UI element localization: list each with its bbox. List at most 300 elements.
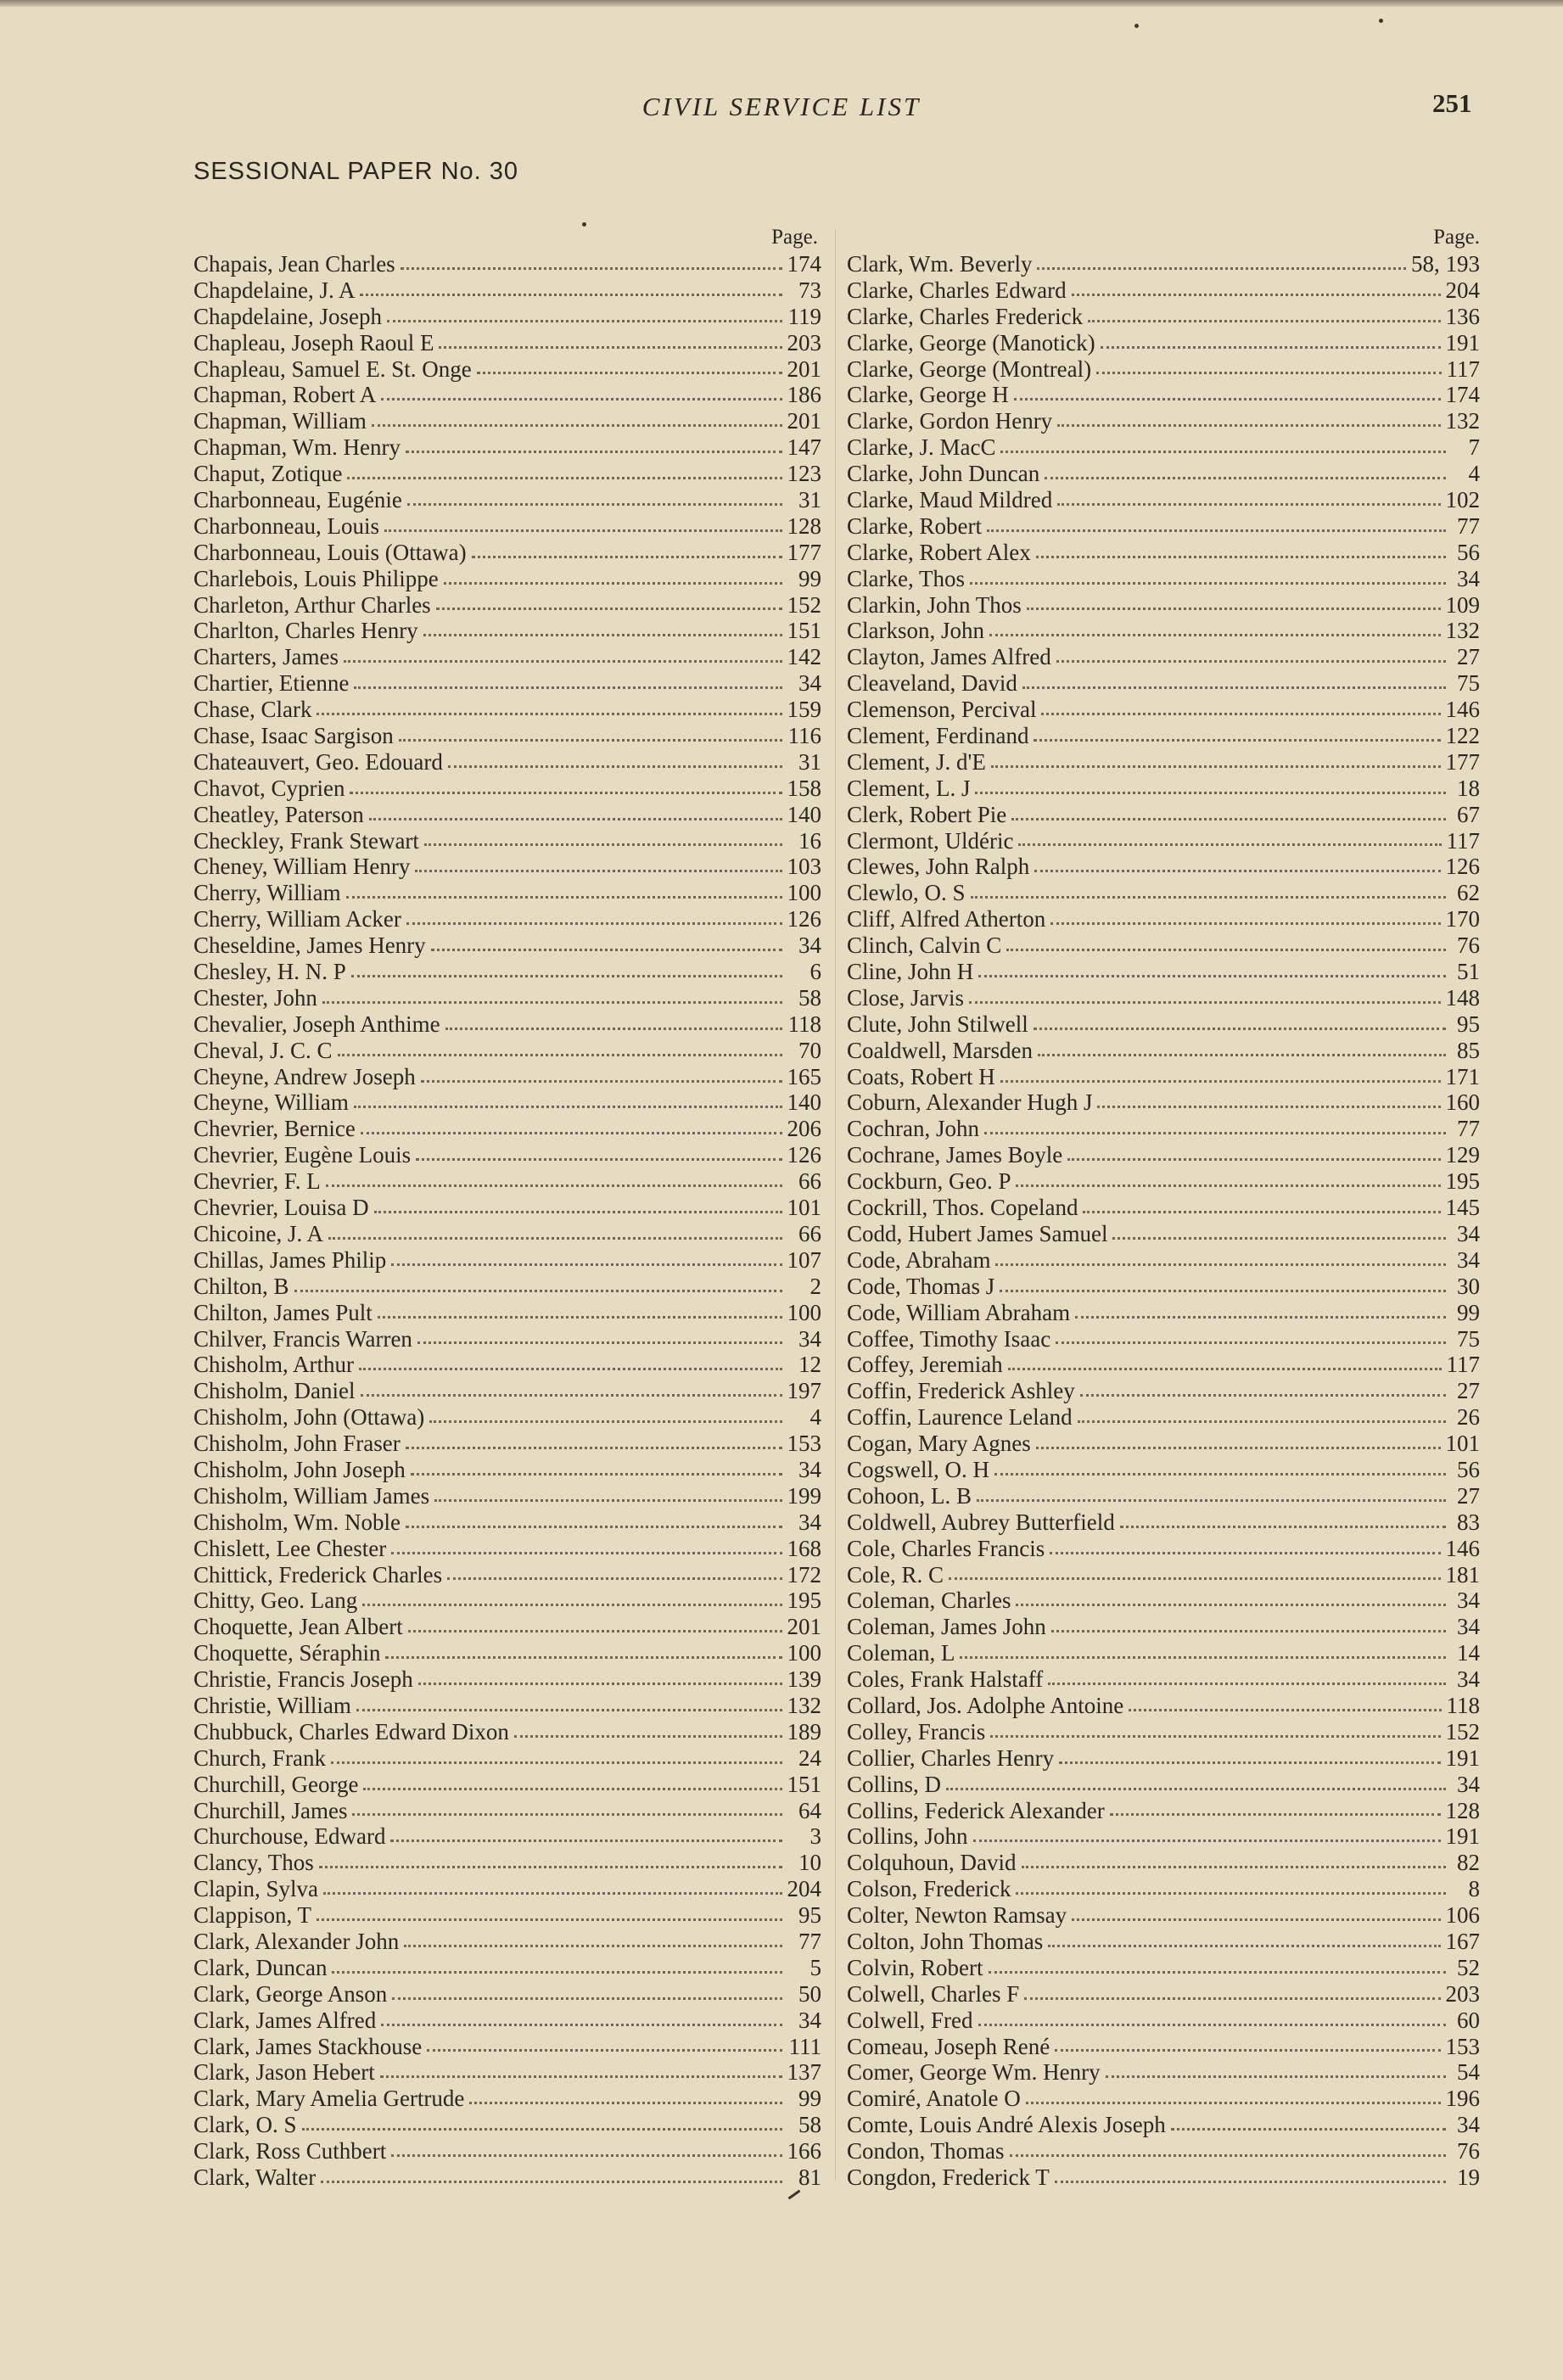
index-entry <box>847 802 1480 828</box>
dot-leader <box>1010 2154 1446 2157</box>
entry-name: Clerk, Robert Pie <box>847 801 1007 827</box>
dot-leader <box>1037 267 1406 270</box>
index-entry <box>193 749 821 776</box>
index-entry <box>847 251 1480 277</box>
entry-name: Cliff, Alfred Atherton <box>847 906 1046 932</box>
dot-leader <box>322 1001 782 1004</box>
entry-name: Chapman, Robert A <box>193 382 377 408</box>
index-entry <box>847 1876 1480 1902</box>
entry-name: Coffey, Jeremiah <box>847 1352 1003 1378</box>
dot-leader <box>1050 922 1440 925</box>
entry-page: 116 <box>787 723 821 749</box>
entry-page: 172 <box>787 1561 821 1588</box>
entry-page: 136 <box>1445 303 1480 329</box>
entry-list-left <box>193 251 821 2191</box>
entry-page: 100 <box>787 880 821 906</box>
index-entry <box>193 828 821 854</box>
entry-page: 24 <box>798 1744 821 1771</box>
index-entry <box>193 1431 821 1457</box>
entry-name: Chisholm, John (Ottawa) <box>193 1404 425 1431</box>
entry-name: Chisholm, William James <box>193 1482 430 1509</box>
entry-page: 50 <box>798 1980 821 2007</box>
dot-leader <box>973 1840 1441 1842</box>
dot-leader <box>372 424 782 427</box>
entry-name: Cockburn, Geo. P <box>847 1168 1011 1195</box>
dot-leader <box>406 922 782 925</box>
dot-leader <box>387 320 782 322</box>
entry-page: 58 <box>798 2112 821 2138</box>
entry-page: 153 <box>1445 2033 1480 2059</box>
entry-name: Codd, Hubert James Samuel <box>847 1220 1108 1246</box>
entry-name: Cole, R. C <box>847 1561 944 1588</box>
entry-page: 117 <box>1446 356 1480 382</box>
entry-page: 99 <box>798 2086 821 2112</box>
dot-leader <box>374 1211 782 1213</box>
index-entry <box>193 1064 821 1090</box>
dot-leader <box>385 1656 782 1659</box>
index-entry <box>847 1404 1480 1431</box>
index-entry <box>193 2112 821 2138</box>
entry-name: Chester, John <box>193 984 317 1011</box>
entry-name: Clark, Alexander John <box>193 1929 400 1954</box>
dot-leader <box>1022 1866 1447 1868</box>
dot-leader <box>401 267 782 270</box>
entry-name: Cheseldine, James Henry <box>193 932 426 959</box>
entry-name: Cheyne, William <box>193 1089 349 1116</box>
entry-page: 34 <box>1457 1588 1480 1614</box>
entry-page: 64 <box>798 1797 821 1823</box>
entry-page: 10 <box>798 1850 821 1876</box>
dot-leader <box>1080 1394 1446 1397</box>
entry-page: 118 <box>1446 1692 1480 1718</box>
entry-name: Charbonneau, Louis <box>193 512 379 539</box>
entry-page: 152 <box>1445 1718 1480 1744</box>
entry-name: Chittick, Frederick Charles <box>193 1561 443 1588</box>
entry-page: 171 <box>1445 1063 1480 1089</box>
entry-page: 137 <box>787 2059 821 2086</box>
entry-name: Choquette, Jean Albert <box>193 1614 403 1640</box>
dot-leader <box>404 1945 782 1947</box>
entry-page: 70 <box>798 1037 821 1063</box>
entry-page: 158 <box>787 775 821 801</box>
dot-leader <box>439 346 782 349</box>
dot-leader <box>294 1290 782 1292</box>
index-entry <box>847 1772 1480 1798</box>
index-entry <box>847 1902 1480 1929</box>
entry-page: 181 <box>1445 1561 1480 1588</box>
dot-leader <box>1036 1447 1441 1449</box>
dot-leader <box>356 1709 782 1711</box>
entry-name: Chillas, James Philip <box>193 1246 387 1273</box>
entry-page: 103 <box>787 854 821 880</box>
entry-name: Cockrill, Thos. Copeland <box>847 1195 1078 1221</box>
index-entry <box>193 382 821 408</box>
entry-name: Clermont, Uldéric <box>847 827 1014 854</box>
entry-page: 27 <box>1457 1378 1480 1404</box>
entry-name: Colton, John Thomas <box>847 1929 1044 1954</box>
entry-page: 195 <box>787 1588 821 1614</box>
entry-page: 146 <box>1445 1535 1480 1561</box>
entry-page: 111 <box>788 2033 821 2059</box>
index-entry <box>193 932 821 959</box>
entry-name: Chisholm, John Joseph <box>193 1456 406 1482</box>
entry-page: 119 <box>787 303 821 329</box>
index-entry <box>193 1274 821 1300</box>
dot-leader <box>1008 1368 1442 1370</box>
entry-list-right <box>847 251 1480 2191</box>
index-entry <box>193 1614 821 1640</box>
index-entry <box>193 802 821 828</box>
entry-name: Checkley, Frank Stewart <box>193 827 419 854</box>
dot-leader <box>1072 294 1441 296</box>
dot-leader <box>331 1761 782 1764</box>
dot-leader <box>1022 686 1446 689</box>
entry-name: Collins, John <box>847 1823 968 1850</box>
entry-name: Clinch, Calvin C <box>847 932 1002 959</box>
dot-leader <box>989 634 1441 636</box>
index-entry <box>847 1274 1480 1300</box>
entry-page: 81 <box>798 2164 821 2190</box>
entry-name: Chilton, B <box>193 1273 289 1299</box>
index-entry <box>193 1300 821 1326</box>
index-entry <box>847 2112 1480 2138</box>
dot-leader <box>448 765 782 768</box>
dot-leader <box>1067 1158 1440 1161</box>
index-entry <box>847 1195 1480 1221</box>
entry-name: Chubbuck, Charles Edward Dixon <box>193 1718 509 1744</box>
index-entry <box>847 1981 1480 2008</box>
entry-name: Clappison, T <box>193 1902 312 1929</box>
index-entry <box>847 408 1480 434</box>
index-entry <box>193 618 821 644</box>
dot-leader <box>514 1735 782 1738</box>
index-entry <box>193 1719 821 1745</box>
entry-name: Code, William Abraham <box>847 1299 1071 1325</box>
dot-leader <box>949 1577 1440 1580</box>
index-entry <box>847 566 1480 592</box>
index-entry <box>193 1326 821 1352</box>
dot-leader <box>969 1001 1441 1004</box>
entry-page: 140 <box>787 1089 821 1116</box>
entry-name: Charters, James <box>193 644 339 670</box>
dot-leader <box>1026 2102 1441 2104</box>
entry-name: Cheyne, Andrew Joseph <box>193 1063 416 1089</box>
entry-name: Chapdelaine, Joseph <box>193 303 382 329</box>
entry-page: 201 <box>787 408 821 434</box>
entry-page: 34 <box>1457 2112 1480 2138</box>
entry-page: 82 <box>1457 1850 1480 1876</box>
entry-page: 2 <box>810 1273 821 1299</box>
entry-page: 30 <box>1457 1273 1480 1299</box>
dot-leader <box>1171 2128 1446 2131</box>
index-entry <box>193 1247 821 1274</box>
dot-leader <box>1034 870 1440 872</box>
entry-page: 152 <box>787 591 821 618</box>
entry-name: Cogswell, O. H <box>847 1456 989 1482</box>
index-entry <box>193 1090 821 1117</box>
index-entry <box>847 1823 1480 1850</box>
entry-name: Clarke, Thos <box>847 565 965 591</box>
entry-name: Charlton, Charles Henry <box>193 618 418 644</box>
dot-leader <box>447 1577 782 1580</box>
entry-page: 132 <box>1445 408 1480 434</box>
index-entry <box>847 723 1480 749</box>
index-entry <box>847 854 1480 880</box>
index-entry <box>847 1588 1480 1614</box>
entry-name: Clarke, George (Montreal) <box>847 356 1092 382</box>
dot-leader <box>1041 713 1440 715</box>
dot-leader <box>978 2024 1447 2026</box>
entry-name: Comeau, Joseph René <box>847 2033 1050 2059</box>
entry-page: 139 <box>787 1666 821 1693</box>
entry-name: Condon, Thomas <box>847 2138 1005 2164</box>
index-entry <box>847 1562 1480 1588</box>
entry-page: 123 <box>787 461 821 487</box>
entry-page: 196 <box>1445 2086 1480 2112</box>
entry-page: 101 <box>1445 1431 1480 1457</box>
dot-leader <box>431 949 782 951</box>
dot-leader <box>477 372 782 374</box>
dot-leader <box>338 1054 782 1056</box>
entry-page: 106 <box>1445 1902 1480 1929</box>
index-entry <box>193 1798 821 1824</box>
dot-leader <box>995 1263 1446 1266</box>
entry-name: Coleman, L <box>847 1640 955 1666</box>
entry-name: Coffee, Timothy Isaac <box>847 1325 1051 1352</box>
dot-leader <box>1096 372 1441 374</box>
index-entry <box>847 513 1480 540</box>
entry-page: 34 <box>798 670 821 697</box>
entry-page: 27 <box>1457 1482 1480 1509</box>
entry-name: Chartier, Etienne <box>193 670 350 697</box>
entry-page: 58 <box>798 984 821 1011</box>
entry-name: Chase, Clark <box>193 697 312 723</box>
entry-name: Coleman, Charles <box>847 1588 1011 1614</box>
dot-leader <box>1036 556 1446 558</box>
dot-leader <box>984 1132 1446 1134</box>
entry-name: Clement, J. d'E <box>847 748 986 775</box>
entry-page: 75 <box>1457 1325 1480 1352</box>
entry-name: Cherry, William Acker <box>193 906 401 932</box>
entry-name: Clarke, Charles Frederick <box>847 303 1084 329</box>
index-entry <box>193 2059 821 2086</box>
entry-name: Clancy, Thos <box>193 1850 314 1876</box>
dot-leader <box>1050 1552 1440 1554</box>
entry-name: Clapin, Sylva <box>193 1876 318 1902</box>
index-entry <box>847 1431 1480 1457</box>
index-entry <box>847 2059 1480 2086</box>
dot-leader <box>1024 1997 1440 2000</box>
index-entry <box>193 513 821 540</box>
entry-page: 67 <box>1457 801 1480 827</box>
index-entry <box>193 1011 821 1038</box>
dot-leader <box>1038 1054 1446 1056</box>
entry-page: 34 <box>1457 1246 1480 1273</box>
index-entry <box>193 1902 821 1929</box>
index-entry <box>193 1038 821 1064</box>
index-entry <box>847 540 1480 566</box>
entry-page: 129 <box>1445 1142 1480 1168</box>
entry-name: Chevrier, F. L <box>193 1168 321 1195</box>
entry-page: 197 <box>787 1378 821 1404</box>
index-entry <box>193 1404 821 1431</box>
index-entry <box>847 776 1480 802</box>
index-entry <box>193 880 821 906</box>
entry-page: 99 <box>798 565 821 591</box>
dot-leader <box>977 1499 1446 1502</box>
dot-leader <box>347 477 782 479</box>
dot-leader <box>434 1499 782 1502</box>
index-entry <box>193 540 821 566</box>
entry-page: 34 <box>1457 1771 1480 1797</box>
entry-name: Cleaveland, David <box>847 670 1017 697</box>
index-entry <box>847 382 1480 408</box>
dot-leader <box>350 792 782 794</box>
entry-page: 122 <box>1445 723 1480 749</box>
entry-name: Clark, Duncan <box>193 1954 328 1980</box>
dot-leader <box>317 1918 782 1921</box>
dot-leader <box>1072 1918 1440 1921</box>
entry-name: Charlebois, Louis Philippe <box>193 565 439 591</box>
index-entry <box>847 670 1480 697</box>
dot-leader <box>1129 1709 1441 1711</box>
index-entry <box>847 592 1480 619</box>
entry-name: Chilton, James Pult <box>193 1299 373 1325</box>
entry-name: Chilver, Francis Warren <box>193 1325 412 1352</box>
dot-leader <box>408 1630 782 1632</box>
entry-name: Chevrier, Eugène Louis <box>193 1142 412 1168</box>
entry-page: 128 <box>1445 1797 1480 1823</box>
entry-name: Coles, Frank Halstaff <box>847 1666 1044 1693</box>
index-entry <box>847 1640 1480 1666</box>
entry-page: 142 <box>787 644 821 670</box>
dot-leader <box>978 975 1446 977</box>
index-entry <box>193 1955 821 1981</box>
entry-page: 191 <box>1445 1823 1480 1850</box>
index-entry <box>847 1116 1480 1142</box>
index-entry <box>193 1483 821 1509</box>
entry-page: 77 <box>1457 512 1480 539</box>
index-entry <box>193 1640 821 1666</box>
index-entry <box>193 304 821 330</box>
entry-name: Christie, William <box>193 1692 351 1718</box>
entry-page: 160 <box>1445 1089 1480 1116</box>
index-entry <box>847 1300 1480 1326</box>
entry-page: 177 <box>1445 748 1480 775</box>
entry-page: 206 <box>787 1116 821 1142</box>
entry-name: Chisholm, John Fraser <box>193 1431 401 1457</box>
entry-page: 191 <box>1445 1744 1480 1771</box>
entry-page: 102 <box>1445 487 1480 512</box>
index-entry <box>847 1693 1480 1719</box>
entry-name: Cheatley, Paterson <box>193 801 364 827</box>
entry-name: Clarke, George H <box>847 382 1009 408</box>
index-entry <box>193 1772 821 1798</box>
dot-leader <box>406 451 782 453</box>
index-entry <box>193 1929 821 1955</box>
index-entry <box>847 304 1480 330</box>
entry-name: Colson, Frederick <box>847 1876 1011 1902</box>
entry-name: Congdon, Frederick T <box>847 2164 1050 2190</box>
page-column-header: Page. <box>1433 226 1480 249</box>
dot-leader <box>354 686 782 689</box>
index-entry <box>193 697 821 723</box>
entry-page: 31 <box>798 748 821 775</box>
entry-page: 54 <box>1457 2059 1480 2086</box>
dot-leader <box>427 2049 782 2052</box>
index-entry <box>847 2008 1480 2034</box>
dot-leader <box>1016 1184 1440 1187</box>
entry-page: 186 <box>787 382 821 408</box>
index-entry <box>193 723 821 749</box>
entry-page: 3 <box>810 1823 821 1850</box>
entry-name: Code, Abraham <box>847 1246 991 1273</box>
entry-page: 12 <box>798 1352 821 1378</box>
index-entry <box>847 1929 1480 1955</box>
dot-leader <box>1018 843 1441 846</box>
dot-leader <box>362 1604 782 1606</box>
entry-name: Cheney, William Henry <box>193 854 411 880</box>
entry-page: 170 <box>1445 906 1480 932</box>
entry-page: 145 <box>1445 1195 1480 1221</box>
dot-leader <box>1006 949 1446 951</box>
entry-name: Clarke, Charles Edward <box>847 277 1067 303</box>
index-entry <box>193 1745 821 1772</box>
entry-page: 177 <box>787 539 821 565</box>
entry-name: Cheval, J. C. C <box>193 1037 333 1063</box>
dot-leader <box>989 1971 1447 1974</box>
index-entry <box>193 670 821 697</box>
entry-name: Chaput, Zotique <box>193 461 343 487</box>
entry-page: 203 <box>787 329 821 356</box>
index-entry <box>193 644 821 670</box>
dot-leader <box>1112 1237 1446 1240</box>
entry-name: Chevrier, Louisa D <box>193 1195 369 1221</box>
entry-page: 75 <box>1457 670 1480 697</box>
dot-leader <box>436 608 782 610</box>
pencil-mark <box>788 2190 801 2200</box>
entry-name: Colley, Francis <box>847 1718 986 1744</box>
entry-name: Chitty, Geo. Lang <box>193 1588 358 1614</box>
dot-leader <box>990 1735 1440 1738</box>
dot-leader <box>418 1683 782 1685</box>
index-entry <box>193 2164 821 2191</box>
entry-page: 174 <box>787 251 821 277</box>
entry-name: Chesley, H. N. P <box>193 959 346 985</box>
index-entry <box>847 1850 1480 1876</box>
entry-name: Colvin, Robert <box>847 1954 983 1980</box>
index-entry <box>847 828 1480 854</box>
entry-page: 34 <box>798 1509 821 1535</box>
entry-page: 34 <box>1457 565 1480 591</box>
entry-name: Colwell, Fred <box>847 2007 973 2033</box>
index-entry <box>847 932 1480 959</box>
entry-page: 168 <box>787 1535 821 1561</box>
entry-name: Chase, Isaac Sargison <box>193 723 394 749</box>
dot-leader <box>352 1813 782 1816</box>
dot-leader <box>994 1473 1446 1476</box>
index-column-left <box>193 226 821 2191</box>
page-column-header: Page. <box>771 226 818 249</box>
entry-name: Clewlo, O. S <box>847 880 966 906</box>
entry-page: 118 <box>787 1011 821 1037</box>
entry-page: 34 <box>798 1325 821 1352</box>
index-entry <box>847 1090 1480 1117</box>
dot-leader <box>1055 2049 1440 2052</box>
index-entry <box>193 776 821 802</box>
dot-leader <box>1057 424 1440 427</box>
entry-page: 56 <box>1457 1456 1480 1482</box>
